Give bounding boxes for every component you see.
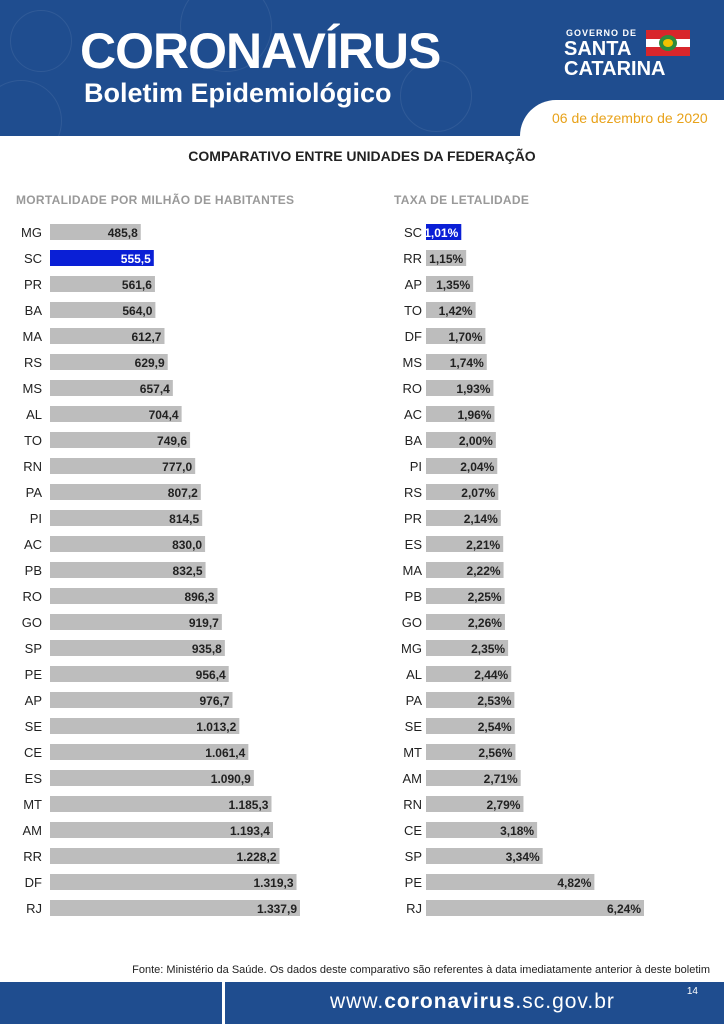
data-label: 1.228,2 <box>236 850 277 864</box>
data-label: 956,4 <box>195 668 226 682</box>
footer-banner <box>0 982 724 1024</box>
category-label: RO <box>22 589 42 604</box>
logo-line2: SANTA <box>564 38 632 60</box>
chart-title-mortality: MORTALIDADE POR MILHÃO DE HABITANTES <box>16 193 295 207</box>
data-label: 2,14% <box>463 512 498 526</box>
category-label: AP <box>24 693 42 708</box>
data-label: 1.090,9 <box>210 772 251 786</box>
data-label: 561,6 <box>121 278 152 292</box>
category-label: AC <box>23 537 42 552</box>
data-label: 2,71% <box>483 772 518 786</box>
data-label: 1,70% <box>448 330 483 344</box>
data-label: 2,25% <box>467 590 502 604</box>
category-label: MA <box>402 563 422 578</box>
data-label: 2,56% <box>478 746 513 760</box>
data-label: 2,04% <box>460 460 495 474</box>
data-label: 2,35% <box>471 642 506 656</box>
data-label: 1,96% <box>457 408 492 422</box>
category-label: DF <box>24 875 42 890</box>
category-label: SC <box>403 225 422 240</box>
category-label: PR <box>23 277 42 292</box>
header-subtitle: Boletim Epidemiológico <box>84 78 392 108</box>
data-label: 1,35% <box>436 278 471 292</box>
category-label: PI <box>409 459 422 474</box>
data-label: 777,0 <box>162 460 193 474</box>
category-label: ES <box>24 771 42 786</box>
category-label: BA <box>24 303 42 318</box>
data-label: 935,8 <box>191 642 222 656</box>
data-label: 976,7 <box>199 694 230 708</box>
data-label: 1.013,2 <box>196 720 237 734</box>
data-label: 2,21% <box>466 538 501 552</box>
data-label: 814,5 <box>169 512 200 526</box>
mortality-bar-chart <box>0 210 362 930</box>
category-label: PA <box>25 485 42 500</box>
data-label: 2,79% <box>486 798 521 812</box>
logo-line1: GOVERNO DE <box>566 28 638 38</box>
data-label: 4,82% <box>557 876 592 890</box>
data-label: 2,07% <box>461 486 496 500</box>
data-label: 555,5 <box>120 252 151 266</box>
data-label: 1.185,3 <box>228 798 269 812</box>
page-title: COMPARATIVO ENTRE UNIDADES DA FEDERAÇÃO <box>188 148 536 164</box>
data-label: 564,0 <box>122 304 153 318</box>
flag-icon <box>646 30 690 56</box>
category-label: MA <box>22 329 42 344</box>
category-label: RN <box>403 797 422 812</box>
category-label: BA <box>404 433 422 448</box>
category-label: RR <box>403 251 422 266</box>
url-bold: coronavirus <box>384 990 516 1013</box>
logo-line3: CATARINA <box>564 58 666 80</box>
category-label: MT <box>23 797 42 812</box>
category-label: AM <box>22 823 42 838</box>
data-label: 2,26% <box>467 616 502 630</box>
chart-title-lethality: TAXA DE LETALIDADE <box>394 193 530 207</box>
category-label: RJ <box>26 901 42 916</box>
category-label: SE <box>404 719 422 734</box>
header-title: CORONAVÍRUS <box>80 23 441 79</box>
data-label: 6,24% <box>606 902 641 916</box>
government-logo <box>560 24 700 84</box>
data-label: 1,15% <box>429 252 464 266</box>
data-label: 749,6 <box>157 434 188 448</box>
bulletin-date: 06 de dezembro de 2020 <box>552 110 708 126</box>
category-label: DF <box>404 329 422 344</box>
header-banner <box>0 0 724 136</box>
category-label: PE <box>24 667 42 682</box>
category-label: AM <box>402 771 422 786</box>
category-label: PA <box>405 693 422 708</box>
category-label: RJ <box>406 901 422 916</box>
data-label: 657,4 <box>139 382 170 396</box>
category-label: GO <box>21 615 42 630</box>
category-label: TO <box>24 433 42 448</box>
data-label: 2,54% <box>477 720 512 734</box>
url-suffix: .sc.gov.br <box>515 990 615 1013</box>
category-label: SC <box>23 251 42 266</box>
category-label: MG <box>401 641 422 656</box>
category-label: PB <box>404 589 422 604</box>
category-label: AL <box>26 407 42 422</box>
source-note: Fonte: Ministério da Saúde. Os dados deste comparativo são referentes à data imediatamente anterior à deste boletim <box>132 964 710 976</box>
category-label: PI <box>29 511 42 526</box>
category-label: RN <box>23 459 42 474</box>
category-label: RS <box>23 355 42 370</box>
data-label: 612,7 <box>131 330 162 344</box>
data-label: 1.337,9 <box>256 902 297 916</box>
data-label: 1,01% <box>424 226 459 240</box>
data-label: 2,22% <box>466 564 501 578</box>
category-label: GO <box>401 615 422 630</box>
url-prefix: www. <box>330 990 385 1013</box>
category-label: TO <box>404 303 422 318</box>
data-label: 919,7 <box>188 616 219 630</box>
category-label: MS <box>402 355 422 370</box>
data-label: 830,0 <box>172 538 203 552</box>
data-label: 3,18% <box>500 824 535 838</box>
category-label: RO <box>402 381 422 396</box>
category-label: ES <box>404 537 422 552</box>
data-label: 629,9 <box>134 356 165 370</box>
data-label: 1.061,4 <box>205 746 246 760</box>
category-label: SP <box>404 849 422 864</box>
data-label: 1.193,4 <box>229 824 270 838</box>
category-label: SP <box>24 641 42 656</box>
category-label: SE <box>24 719 42 734</box>
data-label: 2,44% <box>474 668 509 682</box>
category-label: MT <box>403 745 422 760</box>
lethality-bar-chart <box>362 210 682 930</box>
data-label: 485,8 <box>107 226 138 240</box>
data-label: 1.319,3 <box>253 876 294 890</box>
category-label: PE <box>404 875 422 890</box>
category-label: RS <box>403 485 422 500</box>
category-label: MS <box>22 381 42 396</box>
category-label: RR <box>23 849 42 864</box>
data-label: 2,00% <box>458 434 493 448</box>
category-label: AC <box>403 407 422 422</box>
page-number: 14 <box>686 986 698 997</box>
category-label: PR <box>403 511 422 526</box>
category-label: AL <box>406 667 422 682</box>
data-label: 3,34% <box>505 850 540 864</box>
category-label: CE <box>23 745 42 760</box>
data-label: 704,4 <box>148 408 179 422</box>
data-label: 1,93% <box>456 382 491 396</box>
category-label: CE <box>403 823 422 838</box>
data-label: 1,74% <box>449 356 484 370</box>
data-label: 2,53% <box>477 694 512 708</box>
data-label: 832,5 <box>172 564 203 578</box>
category-label: PB <box>24 563 42 578</box>
category-label: MG <box>21 225 42 240</box>
data-label: 896,3 <box>184 590 215 604</box>
category-label: AP <box>404 277 422 292</box>
website-url[interactable] <box>330 990 615 1014</box>
data-label: 1,42% <box>438 304 473 318</box>
data-label: 807,2 <box>167 486 198 500</box>
